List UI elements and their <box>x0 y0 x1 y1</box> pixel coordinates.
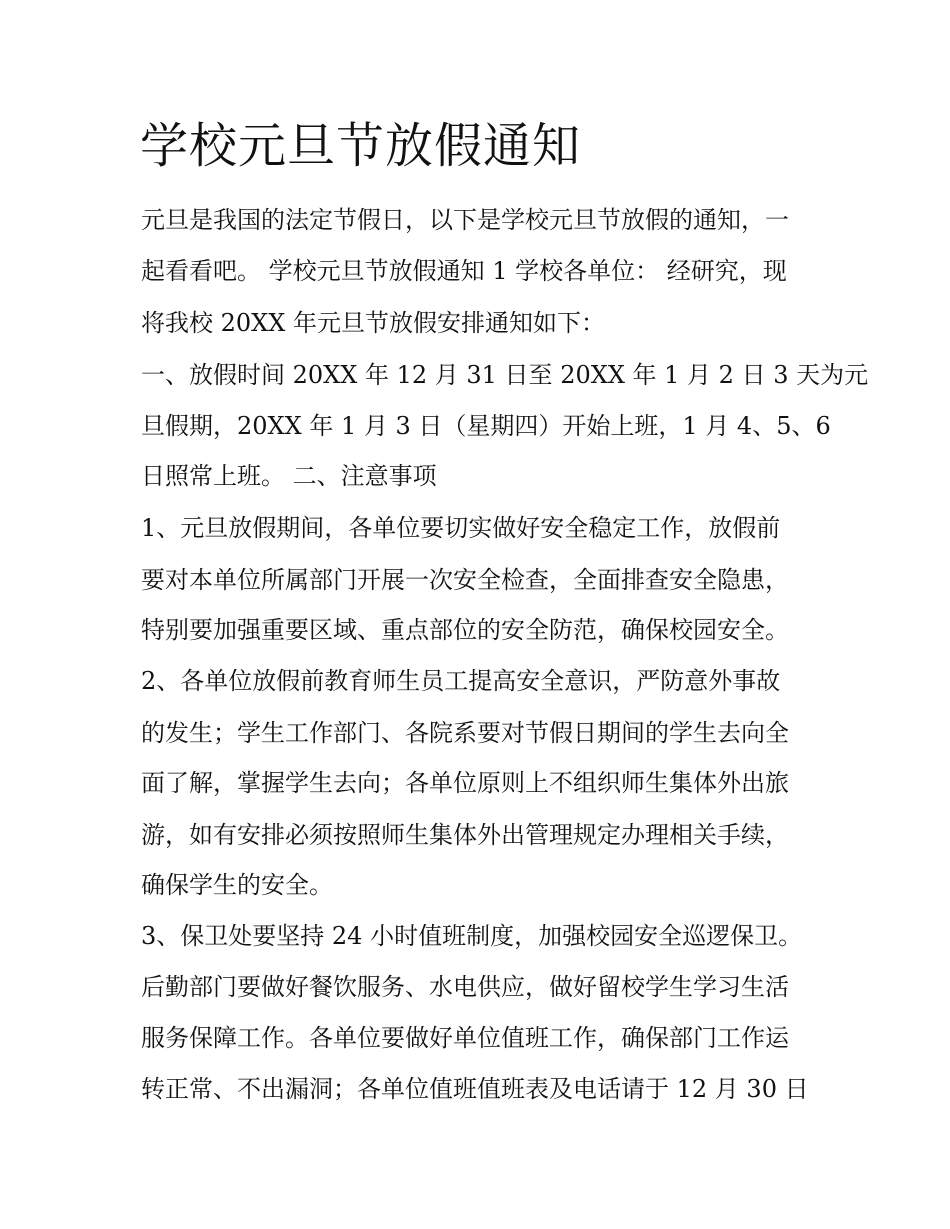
body-line: 的发生；学生工作部门、各院系要对节假日期间的学生去向全 <box>141 719 789 747</box>
body-line: 2、各单位放假前教育师生员工提高安全意识，严防意外事故 <box>141 667 781 695</box>
body-line: 1、元旦放假期间，各单位要切实做好安全稳定工作，放假前 <box>141 514 781 542</box>
body-line: 一、放假时间 20XX 年 12 月 31 日至 20XX 年 1 月 2 日 3 天为元 <box>141 361 869 389</box>
body-line: 元旦是我国的法定节假日，以下是学校元旦节放假的通知，一 <box>141 206 789 234</box>
body-line: 旦假期，20XX 年 1 月 3 日（星期四）开始上班，1 月 4、5、6 <box>141 412 831 440</box>
body-line: 特别要加强重要区域、重点部位的安全防范，确保校园安全。 <box>141 616 789 644</box>
body-line: 服务保障工作。各单位要做好单位值班工作，确保部门工作运 <box>141 1024 789 1052</box>
body-line: 确保学生的安全。 <box>141 871 333 899</box>
body-line: 日照常上班。 二、注意事项 <box>141 462 437 490</box>
body-line: 3、保卫处要坚持 24 小时值班制度，加强校园安全巡逻保卫。 <box>141 922 803 950</box>
body-line: 将我校 20XX 年元旦节放假安排通知如下： <box>141 309 605 337</box>
body-line: 转正常、不出漏洞；各单位值班值班表及电话请于 12 月 30 日 <box>141 1075 809 1103</box>
body-line: 游，如有安排必须按照师生集体外出管理规定办理相关手续， <box>141 821 789 849</box>
body-line: 后勤部门要做好餐饮服务、水电供应，做好留校学生学习生活 <box>141 973 789 1001</box>
body-line: 要对本单位所属部门开展一次安全检查，全面排查安全隐患， <box>141 566 789 594</box>
body-line: 起看看吧。 学校元旦节放假通知 1 学校各单位： 经研究，现 <box>141 257 787 285</box>
body-line: 面了解，掌握学生去向；各单位原则上不组织师生集体外出旅 <box>141 769 789 797</box>
document-title: 学校元旦节放假通知 <box>140 118 582 174</box>
